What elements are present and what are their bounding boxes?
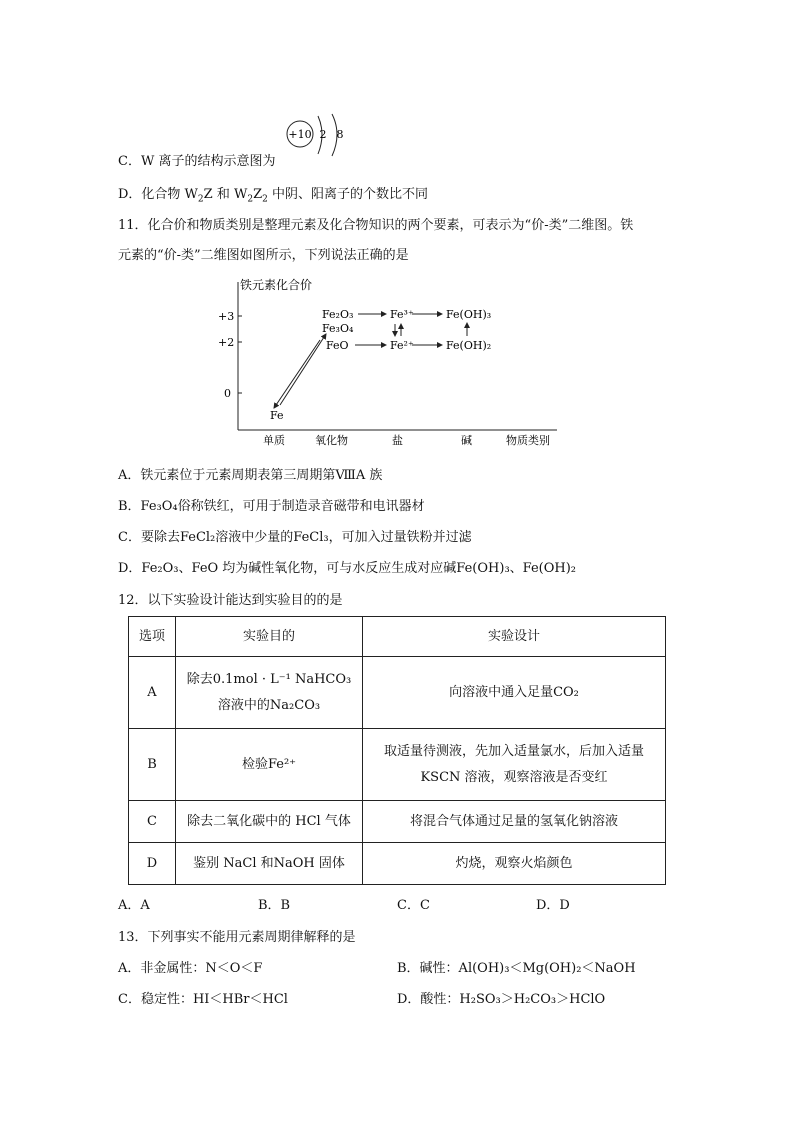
row-goal-line1: 除去0.1mol · L⁻¹ NaHCO₃	[186, 671, 352, 687]
species-fe2o3: Fe₂O₃	[322, 308, 354, 321]
q10-option-c: C．W 离子的结构示意图为	[118, 154, 276, 169]
q12-choice-b: B．B	[258, 898, 291, 913]
x-tick-salt: 盐	[392, 434, 403, 447]
species-fe3plus: Fe³⁺	[390, 308, 414, 321]
arrow-fe-to-oxide	[280, 334, 326, 405]
species-feoh3: Fe(OH)₃	[446, 308, 492, 321]
arrow-oxide-to-fe	[274, 340, 320, 408]
x-tick-elemental: 单质	[263, 434, 285, 447]
table-row	[129, 729, 666, 801]
shell-1-electrons: 2	[319, 128, 327, 141]
row-design	[363, 843, 666, 885]
table-row	[129, 843, 666, 885]
q11-stem-line1: 11．化合价和物质类别是整理元素及化合物知识的两个要素，可表示为“价-类”二维图。铁	[118, 218, 634, 233]
q11-stem-line2: 元素的“价-类”二维图如图所示，下列说法正确的是	[118, 248, 409, 263]
row-design-line1: 向溶液中通入足量CO₂	[449, 684, 579, 700]
row-goal-line1: 鉴别 NaCl 和NaOH 固体	[193, 855, 345, 871]
q13-option-b: B．碱性：Al(OH)₃＜Mg(OH)₂＜NaOH	[397, 961, 636, 976]
species-feoh2: Fe(OH)₂	[446, 339, 492, 352]
y-tick-plus3: +3	[218, 310, 235, 323]
q12-choice-c: C．C	[397, 898, 430, 913]
q11-option-a: A．铁元素位于元素周期表第三周期第ⅧA 族	[118, 468, 383, 483]
species-fe3o4: Fe₃O₄	[322, 322, 354, 335]
q13-option-c: C．稳定性：HI＜HBr＜HCl	[118, 992, 288, 1007]
shell-2-electrons: 8	[336, 128, 344, 141]
x-axis-label: 物质类别	[506, 434, 550, 447]
y-tick-zero: 0	[224, 387, 231, 400]
row-goal	[176, 729, 363, 801]
q10-d-sub1: 2	[197, 194, 204, 205]
header-option: 选项	[129, 617, 176, 657]
q10-d-post: 中阴、阳离子的个数比不同	[267, 187, 428, 202]
row-goal-line1: 检验Fe²⁺	[241, 756, 297, 772]
row-option: D	[129, 843, 176, 885]
row-design-line1: 灼烧，观察火焰颜色	[455, 855, 573, 871]
header-goal: 实验目的	[176, 617, 363, 657]
q10-option-d	[118, 185, 428, 205]
species-feo: FeO	[326, 339, 349, 352]
row-option: B	[129, 729, 176, 801]
q11-option-b: B．Fe₃O₄俗称铁红，可用于制造录音磁带和电讯器材	[118, 499, 425, 514]
table-row	[129, 657, 666, 729]
row-design-line2: KSCN 溶液，观察溶液是否变红	[420, 769, 608, 785]
y-tick-plus2: +2	[218, 336, 235, 349]
header-design: 实验设计	[363, 617, 666, 657]
q10-d-pre: D．化合物 W	[118, 187, 198, 202]
q12-table	[128, 616, 666, 885]
row-option: C	[129, 801, 176, 843]
y-axis-label: 铁元素化合价	[240, 278, 313, 292]
q12-stem: 12．以下实验设计能达到实验目的的是	[118, 593, 343, 608]
row-design-line1: 将混合气体通过足量的氢氧化钠溶液	[409, 813, 618, 829]
row-goal	[176, 657, 363, 729]
q11-option-c: C．要除去FeCl₂溶液中少量的FeCl₃，可加入过量铁粉并过滤	[118, 530, 472, 545]
row-design-line1: 取适量待测液，先加入适量氯水，后加入适量	[383, 743, 644, 759]
q10-d-sub2: 2	[247, 194, 254, 205]
row-design	[363, 657, 666, 729]
species-fe2plus: Fe²⁺	[390, 339, 414, 352]
table-header-row	[129, 617, 666, 657]
q13-option-d: D．酸性：H₂SO₃＞H₂CO₃＞HClO	[397, 992, 606, 1007]
nucleus-charge: +10	[288, 128, 312, 141]
x-tick-oxide: 氧化物	[315, 434, 348, 447]
q12-choice-a: A．A	[118, 898, 150, 913]
q12-choice-d: D．D	[536, 898, 570, 913]
row-design	[363, 801, 666, 843]
x-tick-base: 碱	[461, 434, 472, 447]
row-goal-line2: 溶液中的Na₂CO₃	[217, 697, 321, 713]
row-design	[363, 729, 666, 801]
atom-structure-diagram	[280, 112, 360, 162]
q13-option-a: A．非金属性：N＜O＜F	[118, 961, 263, 976]
species-fe: Fe	[270, 409, 284, 422]
q10-d-sub3: 2	[262, 194, 268, 205]
row-goal	[176, 843, 363, 885]
q10-d-mid: Z 和 W	[203, 187, 248, 202]
row-goal	[176, 801, 363, 843]
row-option: A	[129, 657, 176, 729]
row-goal-line1: 除去二氧化碳中的 HCl 气体	[187, 813, 351, 829]
q11-option-d: D．Fe₂O₃、FeO 均为碱性氧化物，可与水反应生成对应碱Fe(OH)₃、Fe(OH)₂	[118, 561, 577, 576]
q13-stem: 13．下列事实不能用元素周期律解释的是	[118, 930, 356, 945]
iron-valence-category-diagram	[212, 272, 582, 450]
table-row	[129, 801, 666, 843]
q10-d-z: Z	[253, 187, 263, 202]
